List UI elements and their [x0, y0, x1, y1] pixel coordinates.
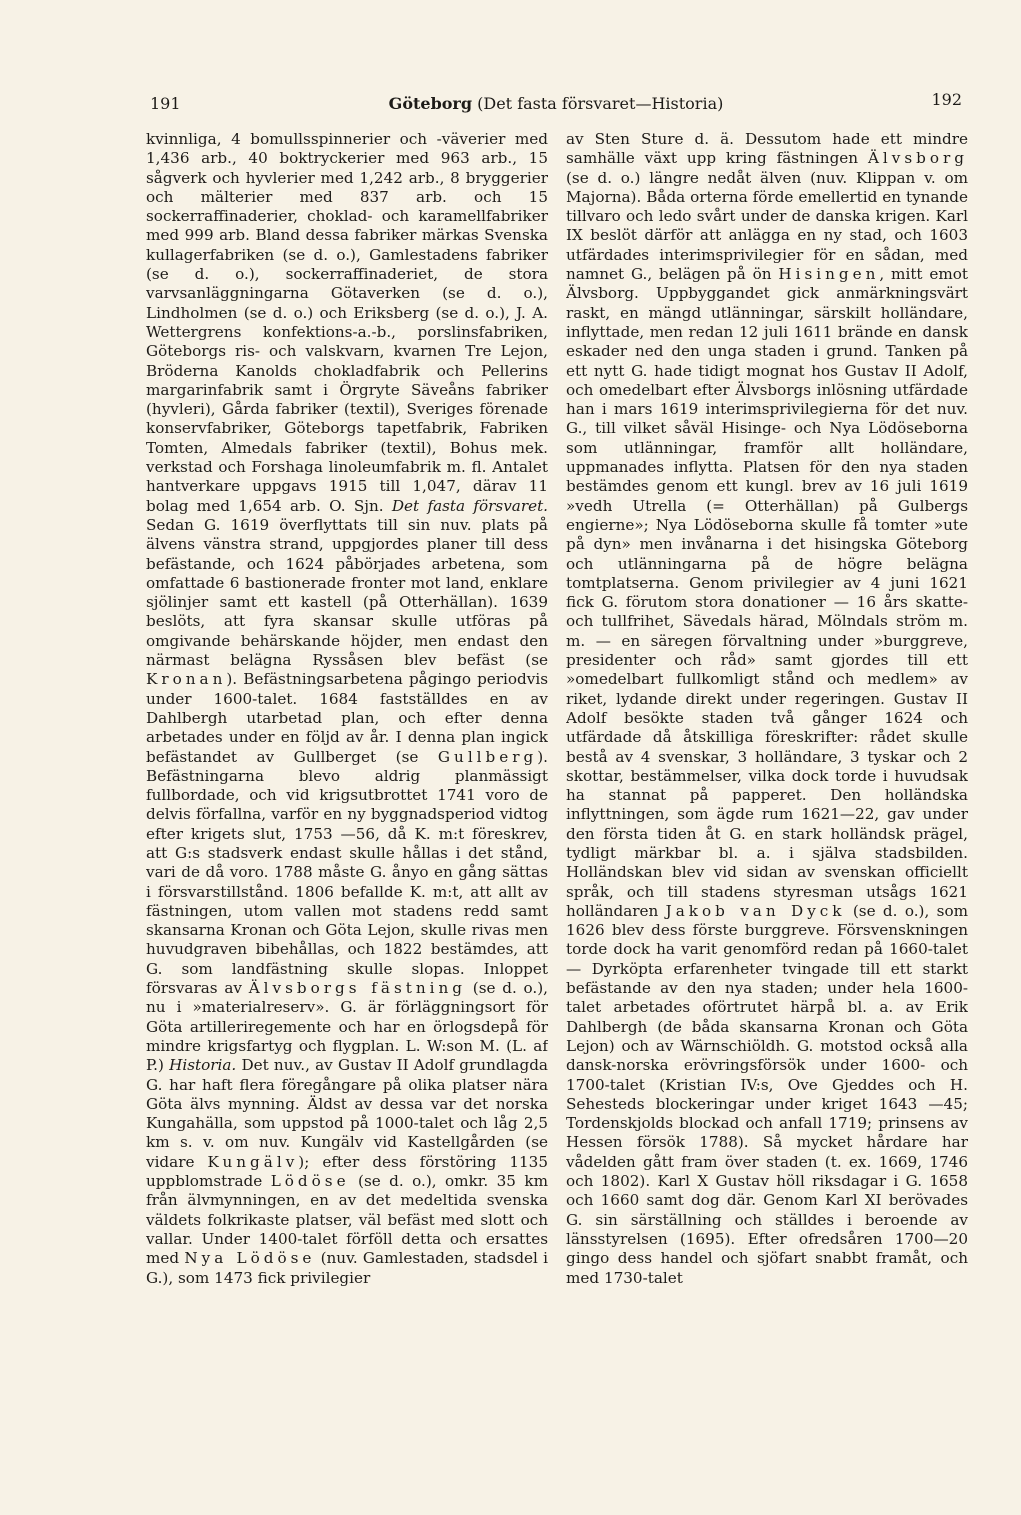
- column-left-paragraph: [146, 130, 548, 1288]
- text-run: ); efter dess förstöring 1135 uppblomstrade: [146, 1152, 548, 1191]
- cross-reference: Kronan: [146, 670, 227, 689]
- text-run: ). Befästningsarbetena pågingo periodvis under 1600-talet. 1684 fastställdes en av Dahlbergh utarbetad plan, och efter denna arbetades under en följd av år. I denna plan ingick befästandet av Gullberget (se: [146, 670, 548, 766]
- text-run: Det nuv., av Gustav II Adolf grundlagda G. har haft flera föregångare på olika platser nära Göta älvs mynning. Äldst av dessa var det norska Kungahälla, som uppstod på 1000-talet och låg 2,5 km s. v. om nuv. Kungälv vid Kastellgården (se vidare: [146, 1056, 548, 1171]
- page-header: [150, 90, 962, 120]
- section-heading-history: Historia.: [169, 1056, 237, 1075]
- column-right-paragraph: [566, 130, 968, 1288]
- cross-reference: Kungälv: [207, 1152, 299, 1171]
- running-title-rest: (Det fasta försvaret—Historia): [472, 94, 724, 113]
- text-run: (nuv. Gamlestaden, stadsdel i G.), som 1473 fick privilegier: [146, 1249, 548, 1287]
- text-run: (se d. o.), omkr. 35 km från älvmynningen, en av det medeltida svenska väldets folkrikaste platser, väl befäst med slott och vallar. Under 1400-talet förföll detta och ersattes med: [146, 1172, 548, 1268]
- text-run: (se d. o.) längre nedåt älven (nuv. Klippan v. om Majorna). Båda orterna förde emellertid en tynande tillvaro och ledo svårt under de danska krigen. Karl IX beslöt därför att anlägga en ny stad, och 1603 utfärdades interimsprivilegier för en sådan, med namnet G., belägen på ön: [566, 168, 968, 284]
- cross-reference: Nya Lödöse: [184, 1249, 316, 1268]
- text-run: (se d. o.), nu i »materialreserv». G. är förläggningsort för Göta artilleriregemente och har en örlogsdepå för mindre krigsfartyg och flygplan. L. W:son M. (L. af P.): [146, 979, 548, 1075]
- text-run: Sedan G. 1619 överflyttats till sin nuv. plats på älvens vänstra strand, uppgjordes planer till dess befästande, och 1624 påbörjades arbetena, som omfattade 6 bastionerade fronter mot land, enklare sjölinjer samt ett kastell (på Otterhällan). 1639 beslöts, att fyra skansar skulle utföras på omgivande behärskande höjder, men endast den närmast belägna Ryssåsen blev befäst (se: [146, 515, 548, 670]
- text-run: , mitt emot Älvsborg. Uppbyggandet gick anmärkningsvärt raskt, en mängd utlänningar, särskilt holländare, inflyttade, men redan 12 juli 1611 brände en dansk eskader ned den unga staden i grund. Tanken på ett nytt G. hade tidigt mognat hos Gustav II Adolf, och omedelbart efter Älvsborgs inlösning utfärdade han i mars 1619 interimsprivilegierna för det nuv. G., till vilket såväl Hisinge- och Nya Lödöseborna som utlänningar, framför allt holländare, uppmanades inflytta. Platsen för den nya staden bestämdes genom ett kungl. brev av 16 juli 1619 »vedh Utrella (= Otterhällan) på Gulbergs engierne»; Nya Lödöseborna skulle få tomter »ute på dyn» men invånarna i det hisingska Göteborg och utlänningarna på de högre belägna tomtplatserna. Genom privilegier av 4 juni 1621 fick G. förutom stora donationer — 16 års skatte- och tullfrihet, Sävedals härad, Mölndals ström m. m. — en säregen förvaltning under »burggreve, presidenter och råd» samt gjordes till ett »omedelbart fullkomligt stånd och medlem» av riket, lydande direkt under regeringen. Gustav II Adolf besökte staden två gånger 1624 och utfärdade då åtskilliga föreskrifter: rådet skulle bestå av 4 svenskar, 3 holländare, 3 tyskar och 2 skottar, bestämmelser, vilka dock torde i huvudsak ha stannat på papperet. Den holländska inflyttningen, som ägde rum 1621—22, gav under den första tiden åt G. en stark holländsk prägel, tydligt märkbar bl. a. i själva stadsbilden. Holländskan blev vid sidan av svenskan officiellt språk, och till stadens styresman utsågs 1621 holländaren: [566, 265, 968, 920]
- running-title-headword: Göteborg: [388, 94, 473, 113]
- text-run: av Sten Sture d. ä. Dessutom hade ett mindre samhälle växt upp kring fästningen: [566, 130, 968, 168]
- cross-reference: Älvsborg: [867, 149, 968, 168]
- text-run: (se d. o.), som 1626 blev dess förste burggreve. Försvenskningen torde dock ha varit genomförd redan på 1660-talet — Dyrköpta erfarenheter tvingade till ett starkt befästande av den nya staden; under hela 1600-talet arbetades oförtrutet härpå bl. a. av Erik Dahlbergh (de båda skansarna Kronan och Göta Lejon) och av Wärnschiöldh. G. motstod också alla dansk-norska erövringsförsök under 1600- och 1700-talet (Kristian IV:s, Ove Gjeddes och H. Sehesteds blockeringar under kriget 1643 —45; Tordenskjolds blockad och anfall 1719; prinsens av Hessen försök 1788). Så mycket hårdare har vådelden gått fram över staden (t. ex. 1669, 1746 och 1802). Karl X Gustav höll riksdagar i G. 1658 och 1660 samt dog där. Genom Karl XI berövades G. sin särställning och ställdes i beroende av länsstyrelsen (1695). Efter ofredsåren 1700—20 gingo dess handel och sjöfart snabbt framåt, och med 1730-talet: [566, 901, 968, 1287]
- text-column-right: [566, 130, 968, 1370]
- page-number-left: 191: [150, 94, 181, 113]
- running-title: [150, 94, 962, 113]
- page-number-right: 192: [931, 90, 962, 109]
- cross-reference: Jakob van Dyck: [665, 901, 846, 920]
- cross-reference: Gullberg: [437, 747, 538, 766]
- text-run: kvinnliga, 4 bomullsspinnerier och -väverier med 1,436 arb., 40 boktryckerier med 963 arb., 15 sågverk och hyvlerier med 1,242 arb., 8 bryggerier och mälterier med 837 arb. och 15 sockerraffinaderier, choklad- och karamellfabriker med 999 arb. Bland dessa fabriker märkas Svenska kullagerfabriken (se d. o.), Gamlestadens fabriker (se d. o.), sockerraffinaderiet, de stora varvsanläggningarna Götaverken (se d. o.), Lindholmen (se d. o.) och Eriksberg (se d. o.), J. A. Wettergrens konfektions-a.-b., porslinsfabriken, Göteborgs ris- och valskvarn, kvarnen Tre Lejon, Bröderna Kanolds chokladfabrik och Pellerins margarinfabrik samt i Örgryte Säveåns fabriker (hyvleri), Gårda fabriker (textil), Sveriges förenade konservfabriker, Göteborgs tapetfabrik, Fabriken Tomten, Almedals fabriker (textil), Bohus mek. verkstad och Forshaga linoleumfabrik m. fl. Antalet hantverkare uppgavs 1915 till 1,047, därav 11 bolag med 1,654 arb. O. Sjn.: [146, 130, 548, 515]
- cross-reference: Älvsborgs fästning: [248, 979, 467, 998]
- section-heading-fortifications: Det fasta försvaret.: [391, 496, 548, 515]
- cross-reference: Lödöse: [270, 1172, 350, 1191]
- cross-reference: Hisingen: [778, 265, 880, 284]
- text-column-left: [146, 130, 548, 1370]
- text-run: ). Befästningarna blevo aldrig planmässigt fullbordade, och vid krigsutbrottet 1741 voro de delvis förfallna, varför en ny byggnadsperiod vidtog efter krigets slut, 1753 —56, då K. m:t föreskrev, att G:s stadsverk endast skulle hållas i det stånd, vari de då voro. 1788 måste G. ånyo en gång sättas i försvarstillstånd. 1806 befallde K. m:t, att allt av fästningen, utom vallen mot stadens redd samt skansarna Kronan och Göta Lejon, skulle rivas men huvudgraven bibehållas, och 1822 bestämdes, att G. som landfästning skulle slopas. Inloppet försvaras av: [146, 747, 548, 998]
